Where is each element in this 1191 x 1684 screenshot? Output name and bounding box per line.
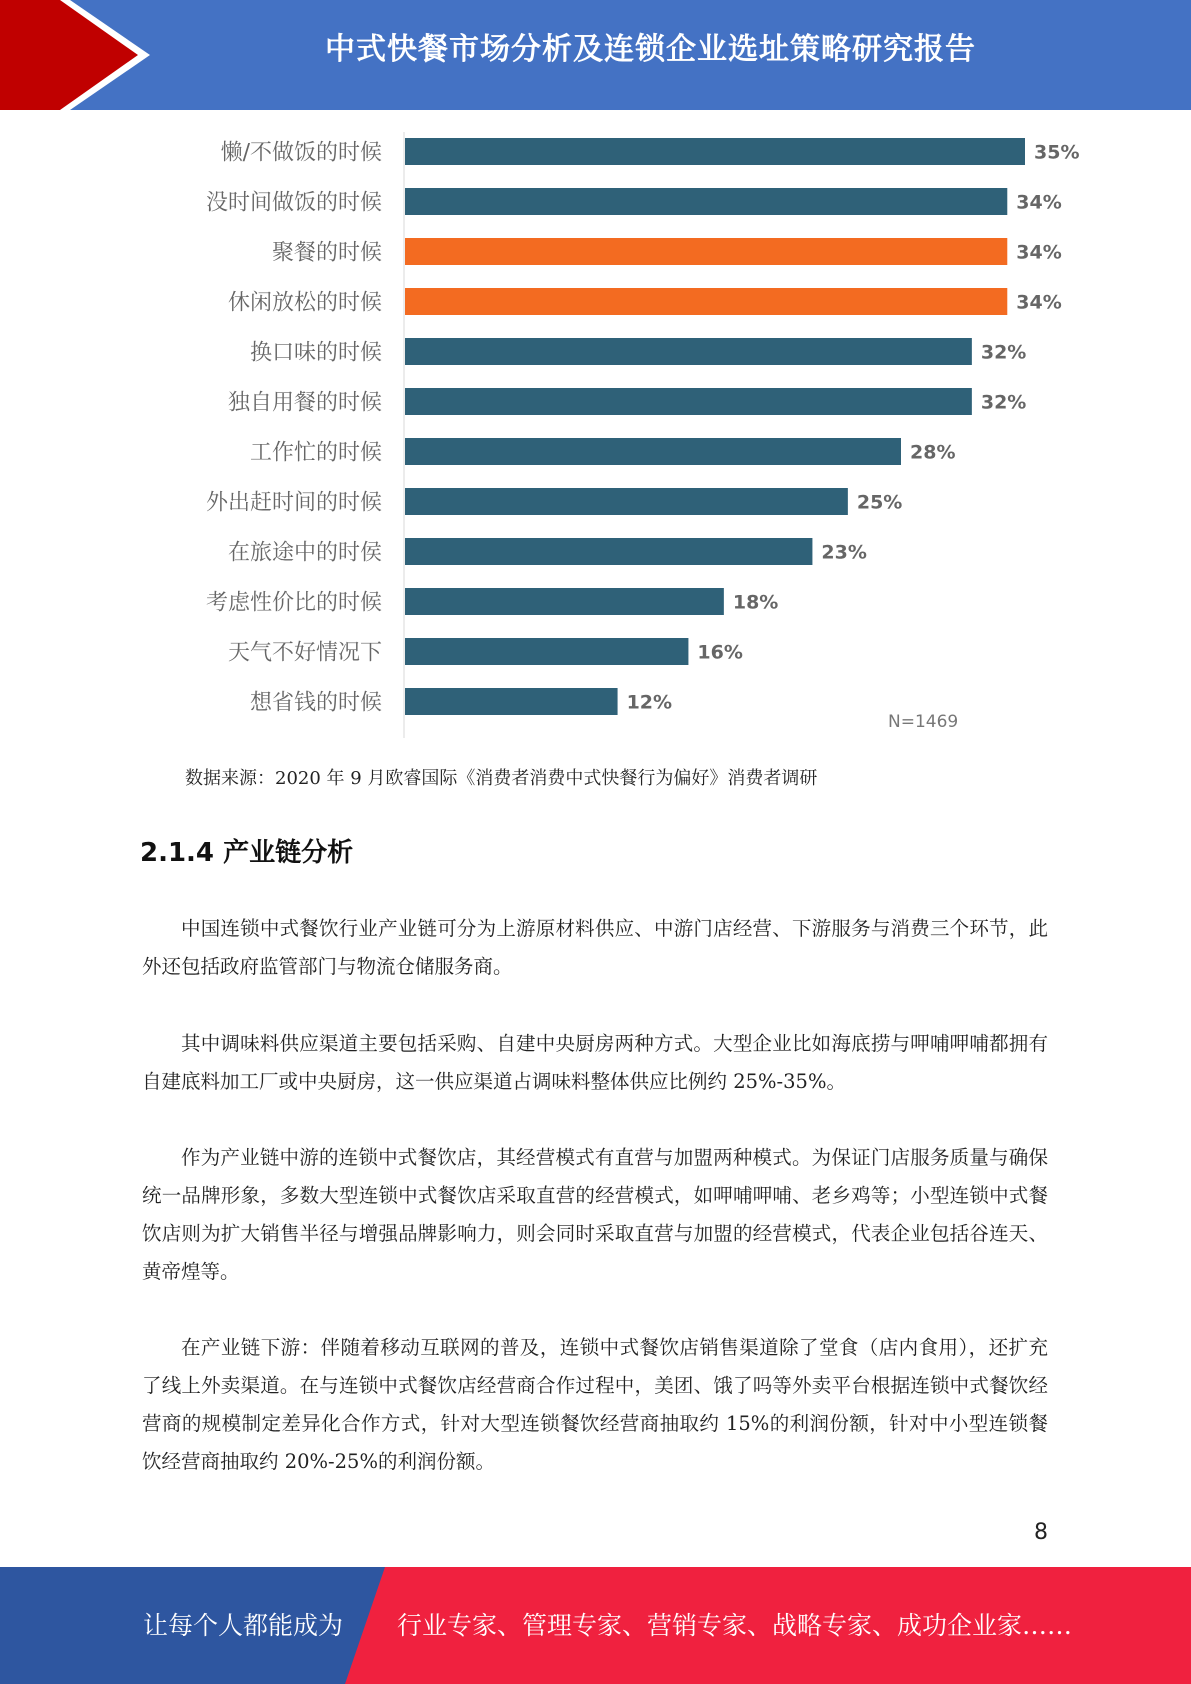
value-label: 34% (1016, 241, 1062, 264)
category-label: 换口味的时候 (249, 340, 382, 366)
category-label: 在旅途中的时侯 (227, 540, 382, 566)
header-chevron-icon (0, 0, 160, 110)
header-title: 中式快餐市场分析及连锁企业选址策略研究报告 (325, 32, 976, 67)
value-label: 34% (1016, 191, 1062, 214)
category-label: 独自用餐的时候 (227, 390, 382, 416)
paragraph-1: 中国连锁中式餐饮行业产业链可分为上游原材料供应、中游门店经营、下游服务与消费三个环节，此外还包括政府监管部门与物流仓储服务商。 (142, 917, 1048, 978)
category-label: 外出赶时间的时候 (205, 490, 382, 516)
paragraph-2: 其中调味料供应渠道主要包括采购、自建中央厨房两种方式。大型企业比如海底捞与呷哺呷哺都拥有自建底料加工厂或中央厨房，这一供应渠道占调味料整体供应比例约 25%-35%。 (142, 1032, 1048, 1093)
value-label: 23% (821, 541, 867, 564)
bar (405, 138, 1025, 165)
value-label: 18% (732, 591, 779, 614)
chart-source: 数据来源：2020 年 9 月欧睿国际《消费者消费中式快餐行为偏好》消费者调研 (185, 768, 818, 789)
value-label: 32% (980, 341, 1027, 364)
value-label: 32% (980, 391, 1027, 414)
footer-right-text: 行业专家、管理专家、营销专家、战略专家、成功企业家…… (397, 1611, 1073, 1640)
category-label: 想省钱的时候 (249, 690, 382, 716)
page-number: 8 (1034, 1520, 1048, 1545)
value-label: 25% (856, 491, 903, 514)
value-label: 28% (910, 441, 956, 464)
bar (405, 638, 688, 665)
bar (405, 538, 812, 565)
value-label: 35% (1034, 141, 1080, 164)
bar (405, 438, 901, 465)
page-header (0, 0, 1191, 110)
bar (405, 688, 618, 715)
category-label: 天气不好情况下 (227, 640, 382, 666)
category-label: 没时间做饭的时候 (205, 190, 382, 216)
bar-chart (150, 132, 1100, 742)
bar (405, 188, 1007, 215)
footer-left-text: 让每个人都能成为 (143, 1611, 344, 1640)
bar (405, 338, 972, 365)
category-label: 懒/不做饭的时候 (220, 140, 382, 166)
chart-note: N=1469 (888, 712, 959, 732)
paragraph-3: 作为产业链中游的连锁中式餐饮店，其经营模式有直营与加盟两种模式。为保证门店服务质量与确保统一品牌形象，多数大型连锁中式餐饮店采取直营的经营模式，如呷哺呷哺、老乡鸡等；小型连锁中式餐饮店则为扩大销售半径与增强品牌影响力，则会同时采取直营与加盟的经营模式，代表企业包括谷连天、黄帝煌等。 (142, 1146, 1048, 1283)
bar (405, 488, 848, 515)
bar (405, 388, 972, 415)
category-label: 考虑性价比的时候 (205, 590, 382, 616)
category-label: 聚餐的时候 (271, 240, 382, 266)
bar-chart-svg (150, 132, 1100, 742)
bar (405, 588, 724, 615)
value-label: 34% (1016, 291, 1062, 314)
value-label: 12% (626, 691, 673, 714)
page-footer (0, 1567, 1191, 1684)
bar (405, 288, 1007, 315)
value-label: 16% (697, 641, 743, 664)
paragraph-4: 在产业链下游：伴随着移动互联网的普及，连锁中式餐饮店销售渠道除了堂食（店内食用），还扩充了线上外卖渠道。在与连锁中式餐饮店经营商合作过程中，美团、饿了吗等外卖平台根据连锁中式餐饮经营商的规模制定差异化合作方式，针对大型连锁餐饮经营商抽取约 15%的利润份额，针对中小型连锁餐饮经营商抽取约 20%-25%的利润份额。 (142, 1336, 1048, 1473)
bar (405, 238, 1007, 265)
category-label: 工作忙的时候 (249, 440, 382, 466)
section-heading: 2.1.4 产业链分析 (140, 838, 354, 868)
category-label: 休闲放松的时候 (227, 290, 382, 316)
